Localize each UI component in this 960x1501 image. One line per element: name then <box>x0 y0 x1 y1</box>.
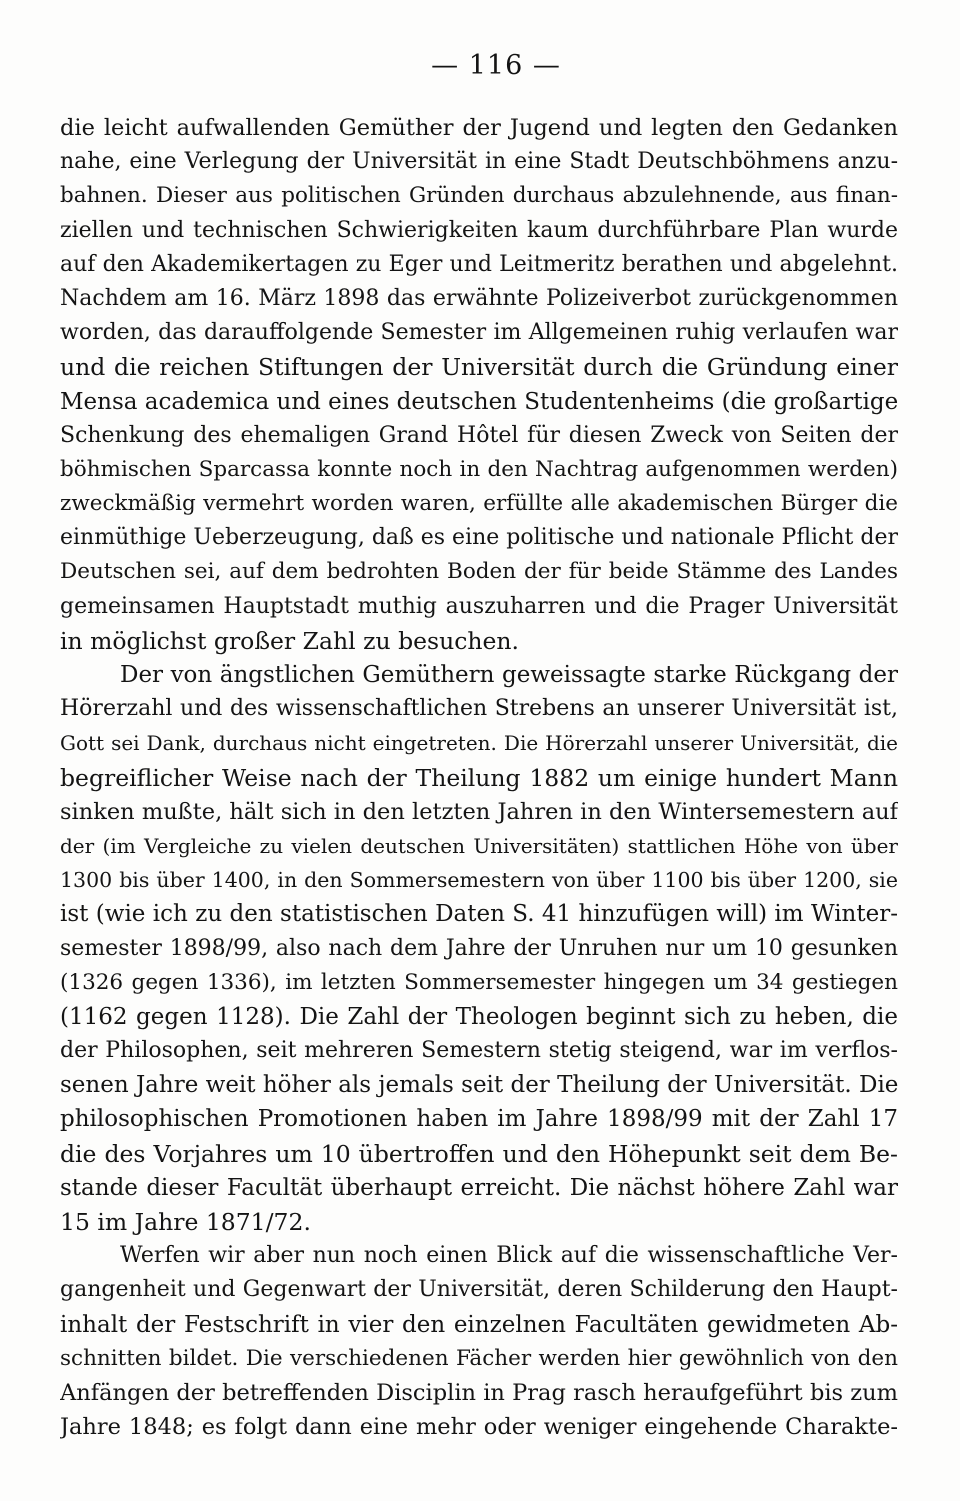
text-line: auf den Akademikertagen zu Eger und Leitmeritz berathen und abgelehnt. <box>60 251 898 277</box>
text-line: bahnen. Dieser aus politischen Gründen durchaus abzulehnende, aus finan- <box>60 183 898 209</box>
text-line: Der von ängstlichen Gemüthern geweissagte starke Rückgang der <box>120 662 898 688</box>
text-line: semester 1898/99, also nach dem Jahre der Unruhen nur um 10 gesunken <box>60 935 898 961</box>
text-line: Anfängen der betreffenden Disciplin in Prag rasch heraufgeführt bis zum <box>60 1379 898 1406</box>
text-line: 15 im Jahre 1871/72. <box>60 1208 311 1236</box>
text-line: sinken mußte, hält sich in den letzten Jahren in den Wintersemestern auf <box>60 798 898 825</box>
text-line: Hörerzahl und des wissenschaftlichen Strebens an unserer Universität ist, <box>60 696 898 722</box>
text-line: philosophischen Promotionen haben im Jahre 1898/99 mit der Zahl 17 <box>60 1106 898 1133</box>
text-line: und die reichen Stiftungen der Universität durch die Gründung einer <box>60 353 898 382</box>
text-line: (1162 gegen 1128). Die Zahl der Theologen beginnt sich zu heben, die <box>60 1003 898 1030</box>
page-number: — 116 — <box>431 50 561 81</box>
text-line: Nachdem am 16. März 1898 das erwähnte Polizeiverbot zurückgenommen <box>60 285 898 311</box>
text-line: ziellen und technischen Schwierigkeiten kaum durchführbare Plan wurde <box>60 217 898 243</box>
paragraph-1 <box>60 111 898 658</box>
text-line: senen Jahre weit höher als jemals seit der Theilung der Universität. Die <box>60 1072 898 1099</box>
text-line: die leicht aufwallenden Gemüther der Jugend und legten den Gedanken <box>60 115 898 141</box>
paragraph-3 <box>60 1239 898 1444</box>
text-line: die des Vorjahres um 10 übertroffen und den Höhepunkt seit dem Be- <box>60 1139 898 1168</box>
text-line: nahe, eine Verlegung der Universität in eine Stadt Deutschböhmens anzu- <box>60 149 898 175</box>
text-line: in möglichst großer Zahl zu besuchen. <box>60 626 520 655</box>
text-line: Mensa academica und eines deutschen Studentenheims (die großartige <box>60 388 898 415</box>
text-line: (1326 gegen 1336), im letzten Sommersemester hingegen um 34 gestiegen <box>60 969 898 995</box>
text-line: Gott sei Dank, durchaus nicht eingetreten. Die Hörerzahl unserer Universität, die <box>60 731 898 756</box>
text-line: begreiflicher Weise nach der Theilung 1882 um einige hundert Mann <box>60 763 898 792</box>
text-line: der Philosophen, seit mehreren Semestern stetig steigend, war im verflos- <box>60 1038 898 1064</box>
text-line: inhalt der Festschrift in vier den einzelnen Facultäten gewidmeten Ab- <box>60 1311 898 1338</box>
text-line: Werfen wir aber nun noch einen Blick auf die wissenschaftliche Ver- <box>120 1243 898 1269</box>
text-line: worden, das darauffolgende Semester im Allgemeinen ruhig verlaufen war <box>60 320 898 346</box>
text-line: der (im Vergleiche zu vielen deutschen Universitäten) stattlichen Höhe von über <box>60 833 898 858</box>
text-line: schnitten bildet. Die verschiedenen Fächer werden hier gewöhnlich von den <box>60 1345 898 1371</box>
body-text <box>60 111 898 1444</box>
text-line: 1300 bis über 1400, in den Sommersemestern von über 1100 bis über 1200, sie <box>60 868 898 893</box>
text-line: zweckmäßig vermehrt worden waren, erfüllte alle akademischen Bürger die <box>60 491 898 517</box>
text-line: gemeinsamen Hauptstadt muthig auszuharren und die Prager Universität <box>60 593 898 619</box>
text-line: ist (wie ich zu den statistischen Daten S. 41 hinzufügen will) im Winter- <box>60 901 898 928</box>
text-line: böhmischen Sparcassa konnte noch in den Nachtrag aufgenommen werden) <box>60 456 898 482</box>
text-line: Schenkung des ehemaligen Grand Hôtel für diesen Zweck von Seiten der <box>60 422 898 448</box>
text-line: Deutschen sei, auf dem bedrohten Boden der für beide Stämme des Landes <box>60 559 898 585</box>
text-line: einmüthige Ueberzeugung, daß es eine politische und nationale Pflicht der <box>60 525 898 551</box>
text-line: Jahre 1848; es folgt dann eine mehr oder weniger eingehende Charakte- <box>60 1414 898 1441</box>
paragraph-2 <box>60 658 898 1239</box>
text-line: stande dieser Facultät überhaupt erreicht. Die nächst höhere Zahl war <box>60 1174 898 1201</box>
text-line: gangenheit und Gegenwart der Universität, deren Schilderung den Haupt- <box>60 1277 898 1303</box>
